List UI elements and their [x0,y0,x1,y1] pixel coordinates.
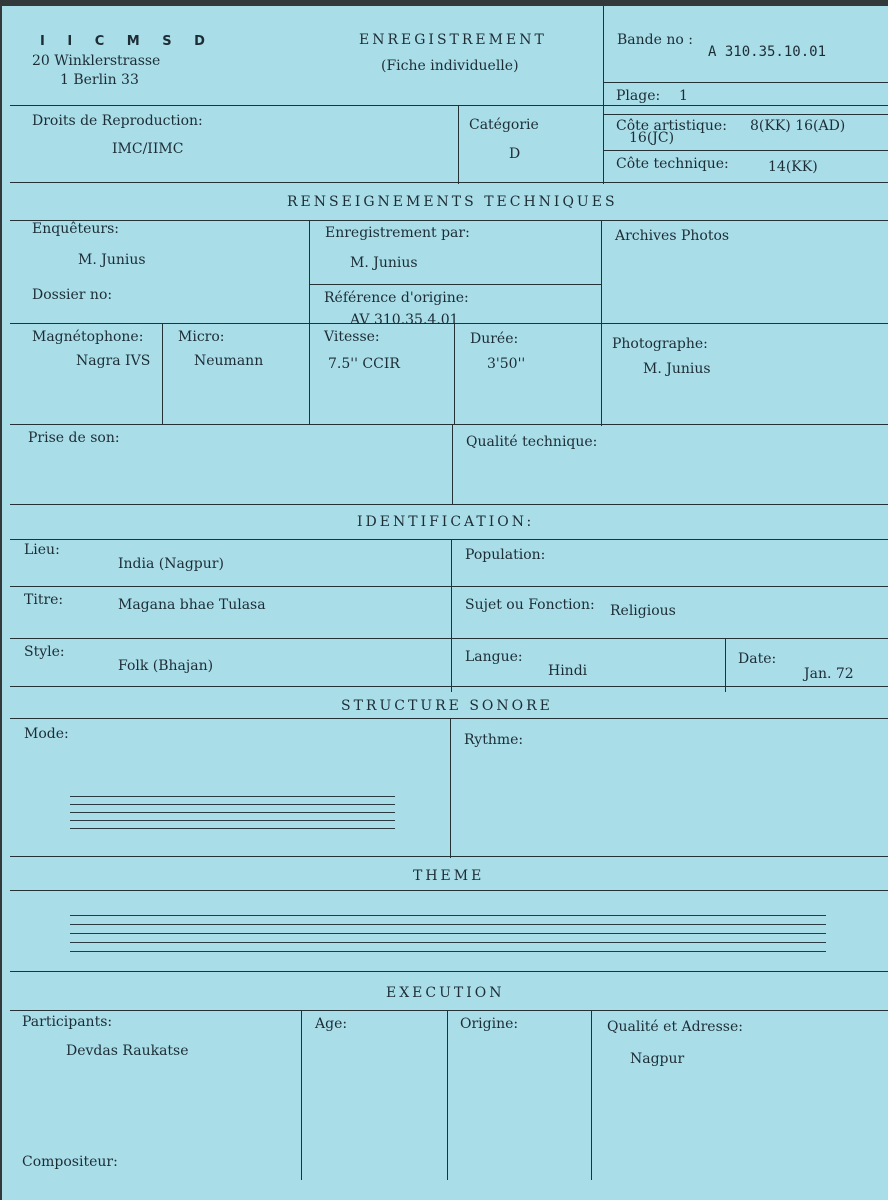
sujet-value: Religious [610,603,676,619]
theme-staff-line [70,915,826,916]
enqueteurs-label: Enquêteurs: [32,221,120,237]
org-address-line1: 20 Winklerstrasse [32,53,161,69]
divider [10,105,888,106]
mode-staff-line [70,820,395,821]
divider [10,424,888,425]
divider [10,686,888,687]
categorie-value: D [509,146,521,162]
divider [10,638,888,639]
divider [451,539,452,692]
org-address-line2: 1 Berlin 33 [60,72,139,88]
participants-value: Devdas Raukatse [66,1043,189,1059]
record-card [2,6,888,1200]
reference-value: AV 310.35.4.01 [350,312,459,328]
titre-label: Titre: [24,592,64,608]
date-value: Jan. 72 [804,666,854,682]
titre-value: Magana bhae Tulasa [118,597,266,613]
sujet-label: Sujet ou Fonction: [465,597,595,613]
divider [454,323,455,424]
divider [603,6,604,184]
section-title-execution: EXECUTION [386,985,505,1001]
compositeur-label: Compositeur: [22,1154,118,1170]
divider [603,150,888,151]
style-value: Folk (Bhajan) [118,658,214,674]
theme-staff-line [70,933,826,934]
categorie-label: Catégorie [469,117,539,133]
participants-label: Participants: [22,1014,113,1030]
magnetophone-value: Nagra IVS [76,353,151,369]
bande-value: A 310.35.10.01 [708,44,827,60]
qualite-adresse-label: Qualité et Adresse: [607,1019,743,1035]
mode-staff-line [70,828,395,829]
plage-value: 1 [679,88,688,104]
photographe-label: Photographe: [612,336,708,352]
cote-artistique-value-2: 16(JC) [629,130,675,146]
divider [603,82,888,83]
population-label: Population: [465,547,546,563]
divider [162,323,163,424]
prise-de-son-label: Prise de son: [28,430,120,446]
micro-value: Neumann [194,353,264,369]
plage-label: Plage: [616,88,661,104]
mode-staff-line [70,796,395,797]
lieu-label: Lieu: [24,542,60,558]
section-title-theme: THEME [413,868,485,884]
divider [725,638,726,692]
photographe-value: M. Junius [643,361,711,377]
mode-staff-line [70,804,395,805]
archives-photos-label: Archives Photos [615,228,730,244]
divider [309,220,310,424]
enregistrement-label: Enregistrement par: [325,225,470,241]
divider [603,114,888,115]
rights-label: Droits de Reproduction: [32,113,203,129]
form-title: ENREGISTREMENT [359,32,547,48]
form-subtitle: (Fiche individuelle) [381,58,519,74]
section-title-identification: IDENTIFICATION: [357,514,535,530]
duree-value: 3'50'' [487,356,526,372]
divider [10,539,888,540]
section-title-structure: STRUCTURE SONORE [341,698,553,714]
divider [10,971,888,972]
divider [10,856,888,857]
vitesse-label: Vitesse: [324,329,380,345]
theme-staff-line [70,924,826,925]
divider [10,1010,888,1011]
org-name: I I C M S D [40,34,214,49]
micro-label: Micro: [178,329,225,345]
divider [10,890,888,891]
duree-label: Durée: [470,331,519,347]
qualite-adresse-value: Nagpur [630,1051,685,1067]
divider [452,424,453,504]
theme-staff-line [70,951,826,952]
divider [591,1010,592,1180]
divider [10,586,888,587]
rights-value: IMC/IIMC [112,141,184,157]
bande-label: Bande no : [617,32,693,48]
date-label: Date: [738,651,777,667]
divider [10,182,888,183]
age-label: Age: [315,1016,348,1032]
style-label: Style: [24,644,65,660]
rythme-label: Rythme: [464,732,524,748]
mode-staff-line [70,812,395,813]
divider [301,1010,302,1180]
divider [458,105,459,184]
langue-value: Hindi [548,663,588,679]
enqueteurs-value: M. Junius [78,252,146,268]
section-title-tech: RENSEIGNEMENTS TECHNIQUES [287,194,618,210]
lieu-value: India (Nagpur) [118,556,224,572]
theme-staff-line [70,942,826,943]
cote-technique-value: 14(KK) [768,159,818,175]
vitesse-value: 7.5'' CCIR [328,356,400,372]
divider [10,220,888,221]
divider [447,1010,448,1180]
divider [450,718,451,858]
divider [309,284,601,285]
reference-label: Référence d'origine: [324,290,469,306]
origine-label: Origine: [460,1016,519,1032]
dossier-label: Dossier no: [32,287,113,303]
enregistrement-value: M. Junius [350,255,418,271]
divider [10,718,888,719]
cote-artistique-value: 8(KK) 16(AD) [750,118,846,134]
qualite-technique-label: Qualité technique: [466,434,598,450]
cote-artistique-label: Côte artistique: [616,118,727,134]
magnetophone-label: Magnétophone: [32,329,144,345]
langue-label: Langue: [465,649,523,665]
divider [10,504,888,505]
mode-label: Mode: [24,726,69,742]
cote-technique-label: Côte technique: [616,156,729,172]
